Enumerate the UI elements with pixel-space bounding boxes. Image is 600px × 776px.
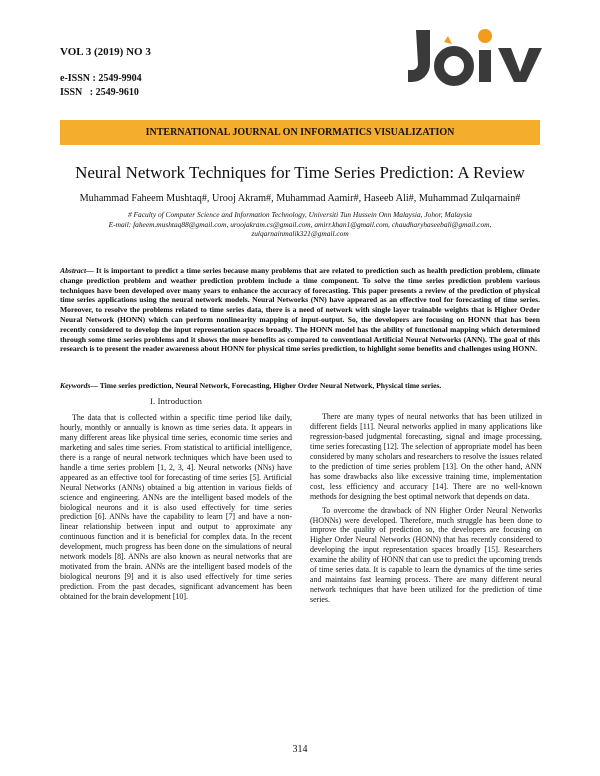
keywords: [60, 381, 540, 390]
issn-label: ISSN : 2549-9610: [60, 87, 139, 98]
keywords-label: Keywords: [60, 381, 91, 390]
author-list: Muhammad Faheem Mushtaq#, Urooj Akram#, Muhammad Aamir#, Haseeb Ali#, Muhammad Zulqarnain#: [79, 193, 521, 204]
paragraph: The data that is collected within a specific time period like daily, hourly, monthly or annually is known as time series data. It appears in many different areas like physical time series, economic time series and marketing and sales time series. From statistical to artificial intelligence, there is a range of neural network techniques which have been used to handle a time series problem [1, 2, 3, 4]. Neural networks (NNs) have appeared as an effective tool for forecasting of time series [5]. Artificial Neural Networks (ANNs) obtained a big attention in various fields of science and engineering. ANNs are the intelligent based models of the biological neurons and it is also used effectively for time series prediction [6]. ANNs have the capability to learn [7] and have a non-linear relationship between input and output to approximate any continuous function and it is beneficial for complex data. In the recent development, much progress has been done on the simulations of neural network models [8]. ANNs are also known as neural networks that are motivated from the brain. ANNs are the intelligent based models of the biological neurons [9] and it is also used effectively for time series prediction. From the past decades, significant advancement has been obtained for the brain development [10].: [60, 412, 292, 602]
paragraph: There are many types of neural networks that has been utilized in different fields [11]. Neural networks applied in many applications like regression-based judgmental forecasting, signal and image processing, time series forecasting [12]. The selection of appropriate model has been considered by many scholars and researchers to resolve the issues related to the prediction of time series problem [13]. On the other hand, ANN has some drawbacks also like excessive training time, implementation cost, less efficiency and accuracy [14]. There are no well-known methods for designing the best optimal network that depends on data.: [310, 412, 542, 501]
paper-title: Neural Network Techniques for Time Series Prediction: A Review: [75, 163, 525, 182]
journal-logo: [406, 26, 546, 88]
page-number: 314: [292, 744, 308, 755]
left-column: [60, 395, 292, 606]
volume-label: VOL 3 (2019) NO 3: [60, 46, 151, 58]
eissn-label: e-ISSN : 2549-9904: [60, 73, 142, 84]
abstract: [60, 266, 540, 354]
right-column: [310, 412, 542, 609]
abstract-text: — It is important to predict a time series because many problems that are related to prediction such as health prediction problem, climate change prediction problem and weather prediction problem include a time component. To solve the time series prediction problem various techniques have been developed over many years to enhance the accuracy of forecasting. This paper presents a review of the prediction of physical time series applications using the neural network models. Neural Networks (NN) have appeared as an effective tool for forecasting of time series. Moreover, to resolve the problems related to time series data, there is a need of network with single layer trainable weights that is Higher Order Neural Network (HONN) which can perform nonlinearity mapping of input-output. So, the developers are focusing on HONN that has been recently considered to develop the input representation spaces broadly. The HONN model has the ability of functional mapping which determined through some time series problems and it shows the more benefits as compared to conventional Artificial Neural Networks (ANN). The goal of this research is to present the reader awareness about HONN for physical time series prediction, to highlight some benefits and challenges using HONN.: [60, 266, 540, 354]
paragraph: To overcome the drawback of NN Higher Order Neural Networks (HONNs) were developed. Therefore, much struggle has been done to improve the quality of prediction so, the developers are focusing on Higher Order Neural Networks (HONN) that has recently considered to developing the input representation spaces broadly [15]. Researchers examine the ability of HONN that can use to predict the upcoming trends of time series data. It is capable to learn the dynamics of the time series and maintains fast learning process. There are many different neural network techniques that have been utilized for the prediction of time series.: [310, 505, 542, 605]
author-emails: E-mail: faheem.mushtaq88@gmail.com, uroojakram.cs@gmail.com, amirr.khan1@gmail.com, chaudharyhaseebali@gmail.com, zulqarnainmalik321@gmail.com: [108, 219, 492, 238]
section-heading: I. Introduction: [149, 396, 203, 406]
affiliation-block: [80, 210, 520, 239]
keywords-text: — Time series prediction, Neural Network, Forecasting, Higher Order Neural Network, Physical time series.: [90, 381, 442, 390]
affiliation: # Faculty of Computer Science and Information Technology, Universiti Tun Hussein Onn Malaysia, Johor, Malaysia: [128, 210, 472, 219]
journal-banner: INTERNATIONAL JOURNAL ON INFORMATICS VISUALIZATION: [60, 120, 540, 145]
abstract-label: Abstract: [60, 266, 87, 275]
